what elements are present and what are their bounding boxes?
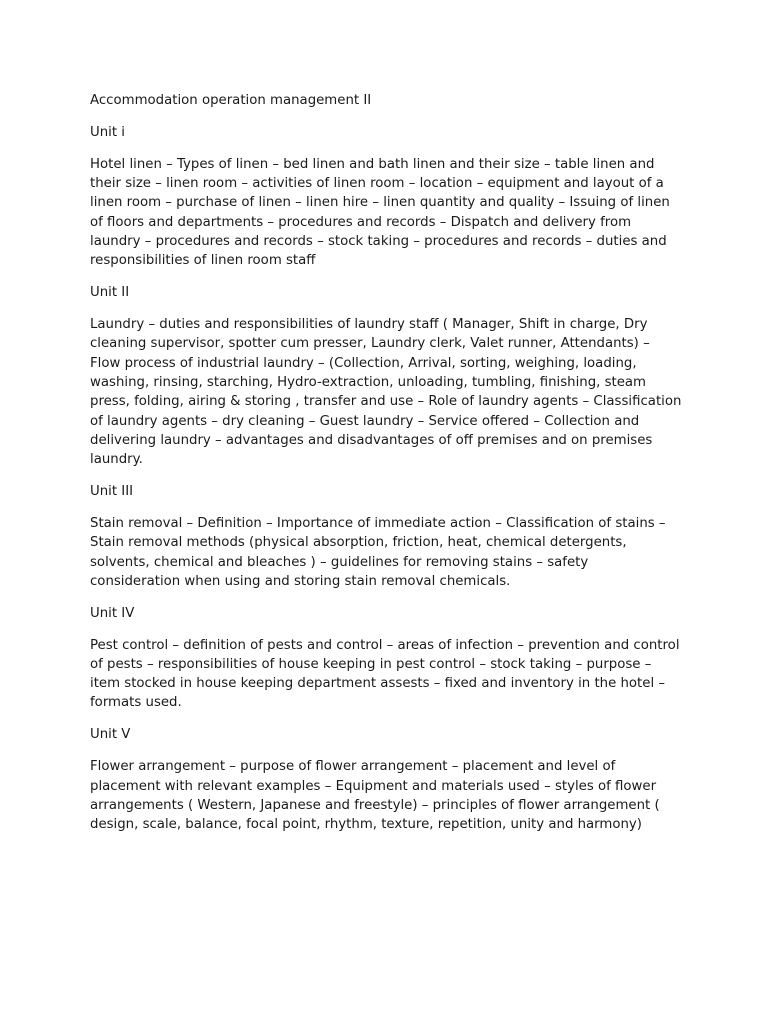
unit-4-body: Pest control – definition of pests and control – areas of infection – prevention and control of pests – responsibilities of house keeping in pest control – stock taking – purpose – item stocked in house keeping department assests – fixed and inventory in the hotel – formats used. <box>90 637 680 711</box>
document-title: Accommodation operation management II <box>90 93 372 108</box>
unit-5-body: Flower arrangement – purpose of flower arrangement – placement and level of placement with relevant examples – Equipment and materials used – styles of flower arrangements ( Western, Japanese and freestyle) – principles of flower arrangement ( design, scale, balance, focal point, rhythm, texture, repetition, unity and harmony) <box>90 759 660 833</box>
unit-1-body: Hotel linen – Types of linen – bed linen and bath linen and their size – table linen and their size – linen room – activities of linen room – location – equipment and layout of a linen room – purchase of linen – linen hire – linen quantity and quality – Issuing of linen of floors and departments – procedures and records – Dispatch and delivery from laundry – procedures and records – stock taking – procedures and records – duties and responsibilities of linen room staff <box>90 156 670 269</box>
unit-2-heading: Unit II <box>90 285 130 301</box>
unit-4-heading: Unit IV <box>90 605 135 621</box>
document-body <box>90 91 682 847</box>
unit-5-heading: Unit V <box>90 727 131 743</box>
unit-3-heading: Unit III <box>90 484 134 500</box>
unit-3-body: Stain removal – Definition – Importance of immediate action – Classification of stains – Stain removal methods (physical absorption, friction, heat, chemical detergents, solvents, chemical and bleaches ) – guidelines for removing stains – safety consideration when using and storing stain removal chemicals. <box>90 515 666 589</box>
unit-1-heading: Unit i <box>90 124 125 140</box>
unit-2-body: Laundry – duties and responsibilities of laundry staff ( Manager, Shift in charge, Dry cleaning supervisor, spotter cum presser, Laundry clerk, Valet runner, Attendants) – Flow process of industrial laundry – (Collection, Arrival, sorting, weighing, loading, washing, rinsing, starching, Hydro-extraction, unloading, tumbling, finishing, steam press, folding, airing & storing , transfer and use – Role of laundry agents – Classification of laundry agents – dry cleaning – Guest laundry – Service offered – Collection and delivering laundry – advantages and disadvantages of off premises and on premises laundry. <box>90 317 682 468</box>
